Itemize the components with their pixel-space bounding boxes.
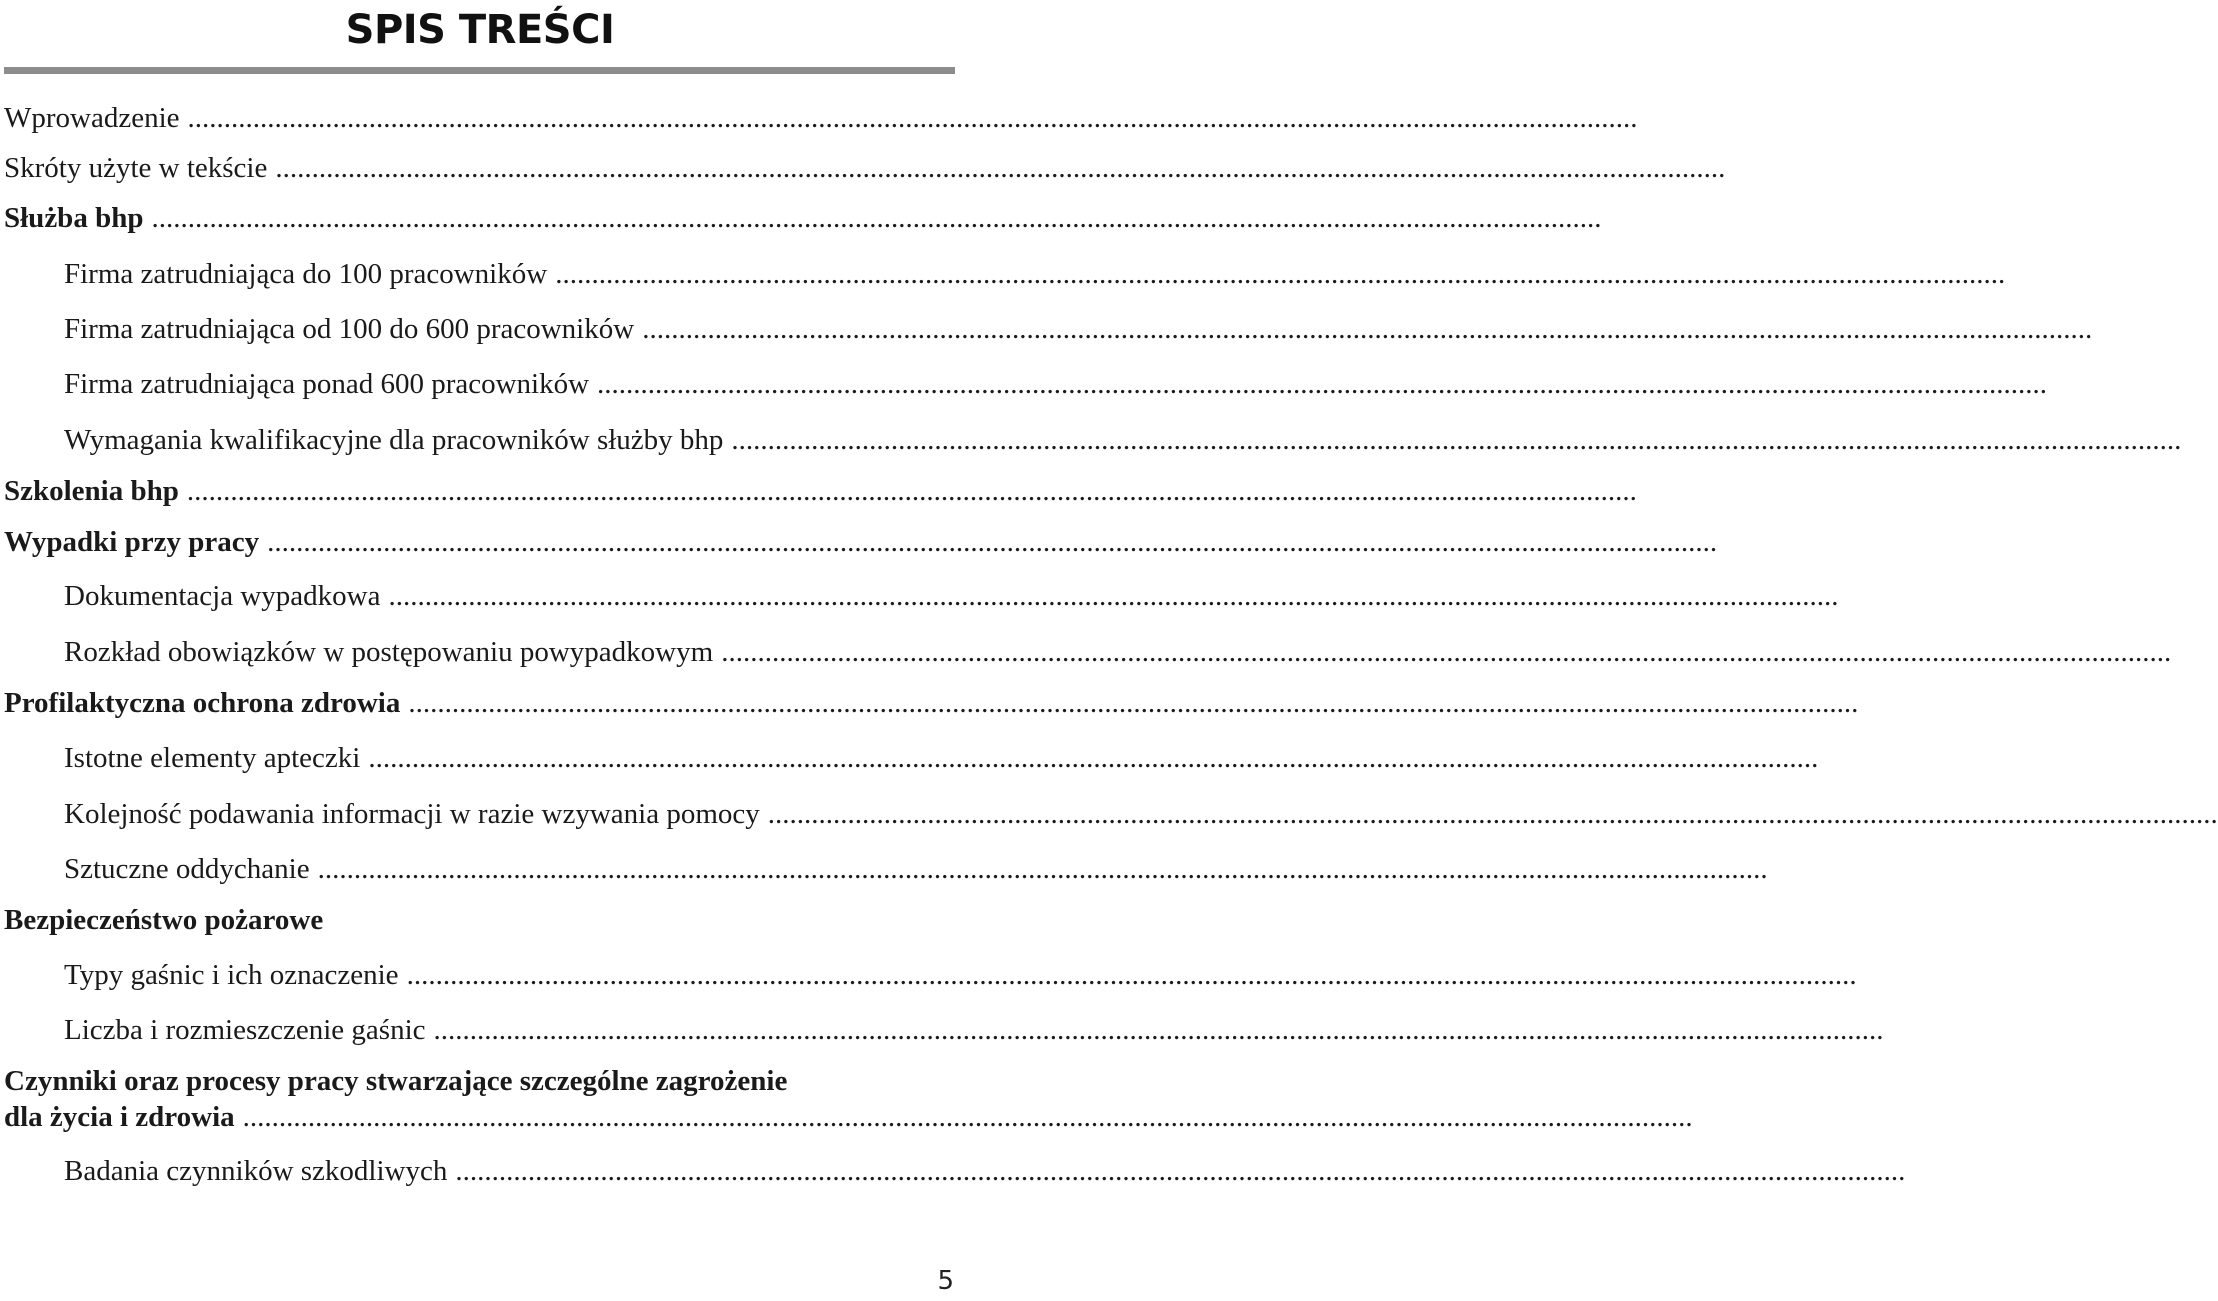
toc-entry-liczba-gasnic[interactable] bbox=[64, 1012, 1884, 1048]
toc-entry-text: Istotne elementy apteczki bbox=[64, 742, 361, 774]
toc-entry-skroty[interactable] bbox=[4, 150, 1726, 186]
toc-entry-text: Czynniki oraz procesy pracy stwarzające szczególne zagrożenie bbox=[4, 1065, 788, 1097]
dot-leader: ........................................................................................................................................................................................................ bbox=[187, 102, 1638, 134]
dot-leader: ........................................................................................................................................................................................................ bbox=[388, 580, 1839, 612]
toc-entry-line bbox=[4, 1063, 885, 1099]
dot-leader: ........................................................................................................................................................................................................ bbox=[642, 313, 2093, 345]
toc-entry-text-continued: dla życia i zdrowia bbox=[4, 1101, 235, 1133]
page-title: SPIS TREŚCI bbox=[345, 7, 615, 53]
toc-entry-text: Wprowadzenie bbox=[4, 102, 180, 134]
toc-entry-text: Rozkład obowiązków w postępowaniu powypadkowym bbox=[64, 636, 714, 668]
toc-entry-firma-100-600[interactable] bbox=[64, 311, 2093, 347]
toc-entry-wypadki[interactable] bbox=[4, 524, 1718, 560]
toc-entry-text: Kolejność podawania informacji w razie wzywania pomocy bbox=[64, 798, 760, 830]
dot-leader: ........................................................................................................................................................................................................ bbox=[275, 152, 1726, 184]
toc-entry-typy-gasnic[interactable] bbox=[64, 957, 1857, 993]
toc-entry-text: Wymagania kwalifikacyjne dla pracowników służby bhp bbox=[64, 424, 724, 456]
toc-entry-text: Typy gaśnic i ich oznaczenie bbox=[64, 959, 399, 991]
dot-leader: ........................................................................................................................................................................................................ bbox=[317, 853, 1768, 885]
toc-entry-profilaktyczna[interactable] bbox=[4, 685, 1859, 721]
toc-entry-text: Liczba i rozmieszczenie gaśnic bbox=[64, 1014, 426, 1046]
toc-entry-text: Szkolenia bhp bbox=[4, 475, 179, 507]
toc-entry-text: Sztuczne oddychanie bbox=[64, 853, 310, 885]
dot-leader: ........................................................................................................................................................................................................ bbox=[555, 258, 2006, 290]
toc-entry-text: Firma zatrudniająca od 100 do 600 pracowników bbox=[64, 313, 635, 345]
toc-entry-bezpieczenstwo[interactable] bbox=[4, 902, 885, 938]
dot-leader: ........................................................................................................................................................................................................ bbox=[267, 526, 1718, 558]
dot-leader: ........................................................................................................................................................................................................ bbox=[433, 1014, 1884, 1046]
toc-entry-oddychanie[interactable] bbox=[64, 851, 1768, 887]
page-number: 5 bbox=[937, 1266, 954, 1296]
toc-entry-sluzba-bhp[interactable] bbox=[4, 200, 1602, 236]
dot-leader: ........................................................................................................................................................................................................ bbox=[186, 475, 1637, 507]
toc-entry-wprowadzenie[interactable] bbox=[4, 100, 1638, 136]
toc-entry-szkolenia[interactable] bbox=[4, 473, 1637, 509]
toc-entry-apteczka[interactable] bbox=[64, 740, 1819, 776]
toc-entry-text: Skróty użyte w tekście bbox=[4, 152, 268, 184]
toc-entry-kolejnosc[interactable] bbox=[64, 796, 2218, 832]
dot-leader: ........................................................................................................................................................................................................ bbox=[721, 636, 2172, 668]
toc-entry-text: Badania czynników szkodliwych bbox=[64, 1155, 448, 1187]
toc-entry-czynniki[interactable] bbox=[4, 1063, 1693, 1135]
dot-leader: ........................................................................................................................................................................................................ bbox=[151, 202, 1602, 234]
dot-leader: ........................................................................................................................................................................................................ bbox=[242, 1101, 1693, 1133]
toc-entry-text: Profilaktyczna ochrona zdrowia bbox=[4, 687, 401, 719]
dot-leader: ........................................................................................................................................................................................................ bbox=[406, 959, 1857, 991]
toc-entry-text: Bezpieczeństwo pożarowe bbox=[4, 904, 324, 936]
toc-entry-firma-ponad-600[interactable] bbox=[64, 366, 2048, 402]
toc-entry-dokumentacja[interactable] bbox=[64, 578, 1839, 614]
toc-entry-text: Dokumentacja wypadkowa bbox=[64, 580, 381, 612]
dot-leader: ........................................................................................................................................................................................................ bbox=[455, 1155, 1906, 1187]
toc-entry-badania[interactable] bbox=[64, 1153, 1906, 1189]
dot-leader: ........................................................................................................................................................................................................ bbox=[368, 742, 1819, 774]
dot-leader: ........................................................................................................................................................................................................ bbox=[597, 368, 2048, 400]
dot-leader: ........................................................................................................................................................................................................ bbox=[731, 424, 2182, 456]
dot-leader: ........................................................................................................................................................................................................ bbox=[767, 798, 2218, 830]
toc-entry-text: Firma zatrudniająca ponad 600 pracowników bbox=[64, 368, 590, 400]
toc-entry-line bbox=[4, 1099, 1693, 1135]
toc-entry-text: Firma zatrudniająca do 100 pracowników bbox=[64, 258, 548, 290]
toc-entry-text: Służba bhp bbox=[4, 202, 144, 234]
toc-entry-text: Wypadki przy pracy bbox=[4, 526, 260, 558]
toc-entry-rozklad[interactable] bbox=[64, 634, 2172, 670]
dot-leader: ........................................................................................................................................................................................................ bbox=[408, 687, 1859, 719]
toc-entry-wymagania[interactable] bbox=[64, 422, 2182, 458]
toc-entry-firma-do-100[interactable] bbox=[64, 256, 2006, 292]
